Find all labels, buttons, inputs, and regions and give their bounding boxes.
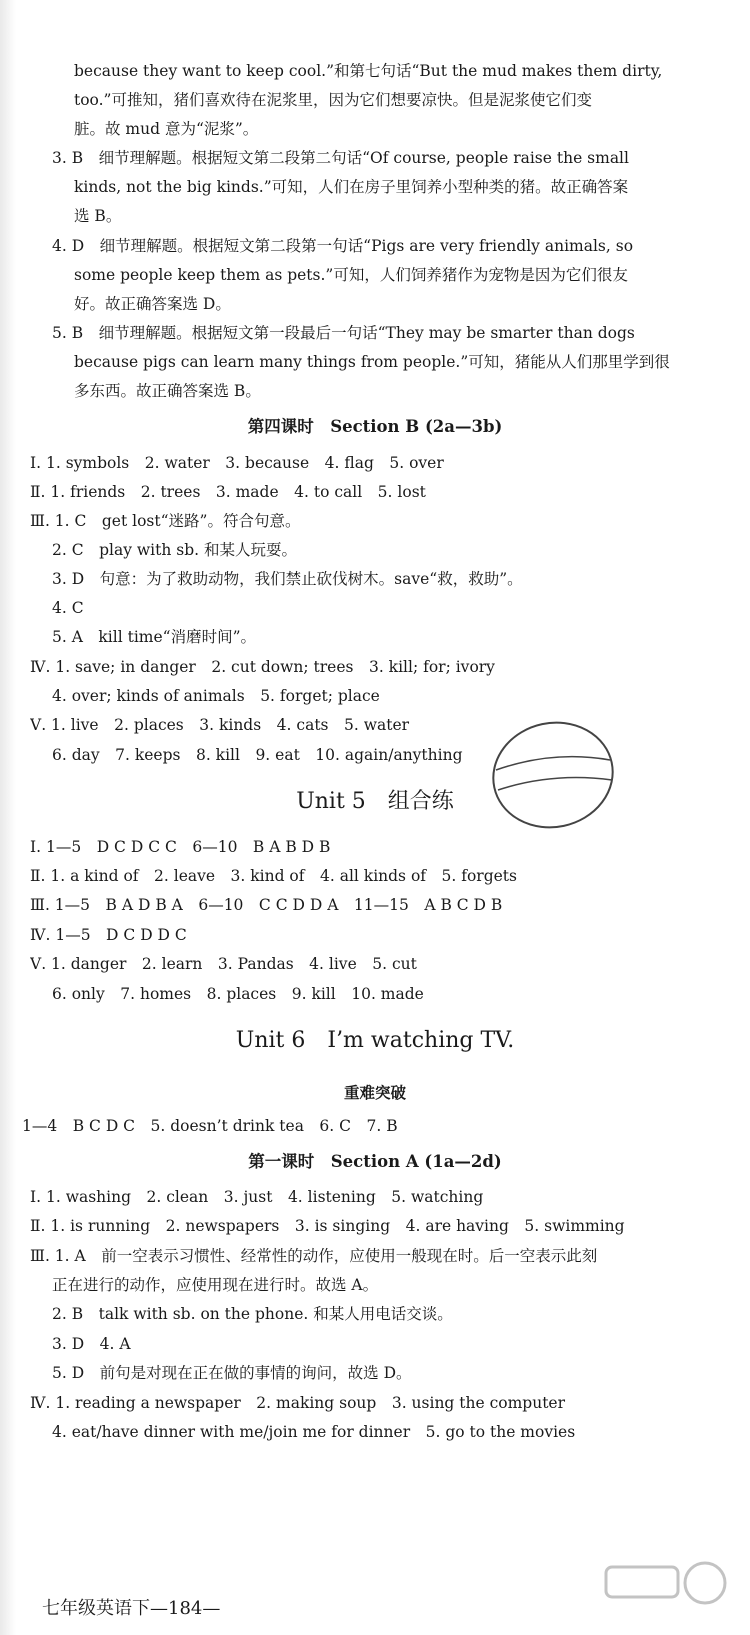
text-line-44: 4. eat/have dinner with me/join me for dinner 5. go to the movies — [52, 1423, 576, 1441]
text-line-18: 3. D 句意：为了救助动物，我们禁止砍伐树木。save“救，救助”。 — [52, 570, 523, 588]
unit-6-title: Unit 6 I’m watching TV. — [235, 1028, 515, 1053]
text-line-16: Ⅲ. 1. C get lost“迷路”。符合句意。 — [30, 512, 301, 530]
text-line-36: Ⅰ. 1. washing 2. clean 3. just 4. listening 5. watching — [30, 1188, 484, 1206]
page-footer: 七年级英语下—184— — [42, 1598, 221, 1619]
text-line-40: 2. B talk with sb. on the phone. 和某人用电话交谈。 — [52, 1305, 453, 1323]
text-line-29: Ⅳ. 1—5 D C D D C — [30, 926, 187, 944]
text-line-41: 3. D 4. A — [52, 1335, 131, 1353]
text-line-2: too.”可推知，猪们喜欢待在泥浆里，因为它们想要凉快。但是泥浆使它们变 — [74, 91, 592, 109]
text-line-14: Ⅰ. 1. symbols 2. water 3. because 4. flag 5. over — [30, 454, 444, 472]
site-watermark-logo — [600, 1555, 730, 1625]
text-line-21: Ⅳ. 1. save; in danger 2. cut down; trees 3. kill; for; ivory — [30, 658, 495, 676]
text-line-3: 脏。故 mud 意为“泥浆”。 — [74, 120, 259, 138]
text-line-17: 2. C play with sb. 和某人玩耍。 — [52, 541, 297, 559]
text-line-31: 6. only 7. homes 8. places 9. kill 10. made — [52, 985, 424, 1003]
text-line-23: Ⅴ. 1. live 2. places 3. kinds 4. cats 5. water — [30, 716, 410, 734]
text-line-8: some people keep them as pets.”可知，人们饲养猪作为宠物是因为它们很友 — [74, 266, 628, 284]
text-line-6: 选 B。 — [74, 207, 122, 225]
text-line-20: 5. A kill time“消磨时间”。 — [52, 628, 257, 646]
text-line-7: 4. D 细节理解题。根据短文第二段第一句话“Pigs are very friendly animals, so — [52, 237, 634, 255]
text-line-9: 好。故正确答案选 D。 — [74, 295, 231, 313]
unit-5-title: Unit 5 组合练 — [296, 789, 454, 814]
text-line-12: 多东西。故正确答案选 B。 — [74, 382, 261, 400]
text-line-27: Ⅱ. 1. a kind of 2. leave 3. kind of 4. all kinds of 5. forgets — [30, 867, 517, 885]
text-line-15: Ⅱ. 1. friends 2. trees 3. made 4. to call 5. lost — [30, 483, 426, 501]
section-heading-lesson-4: 第四课时 Section B (2a—3b) — [247, 417, 503, 436]
text-line-42: 5. D 前句是对现在正在做的事情的询问，故选 D。 — [52, 1364, 412, 1382]
text-line-38: Ⅲ. 1. A 前一空表示习惯性、经常性的动作，应使用一般现在时。后一空表示此刻 — [30, 1247, 598, 1265]
page-edge-shadow — [0, 0, 16, 1635]
text-line-28: Ⅲ. 1—5 B A D B A 6—10 C C D D A 11—15 A B C D B — [30, 896, 503, 914]
section-heading-lesson-1: 第一课时 Section A (1a—2d) — [248, 1152, 502, 1171]
text-line-30: Ⅴ. 1. danger 2. learn 3. Pandas 4. live 5. cut — [30, 955, 417, 973]
text-line-26: Ⅰ. 1—5 D C D C C 6—10 B A B D B — [30, 838, 331, 856]
text-line-4: 3. B 细节理解题。根据短文第二段第二句话“Of course, people raise the small — [52, 149, 629, 167]
text-line-11: because pigs can learn many things from people.”可知，猪能从人们那里学到很 — [74, 353, 670, 371]
text-line-37: Ⅱ. 1. is running 2. newspapers 3. is singing 4. are having 5. swimming — [30, 1217, 625, 1235]
text-line-10: 5. B 细节理解题。根据短文第一段最后一句话“They may be smarter than dogs — [52, 324, 635, 342]
section-heading-key-points: 重难突破 — [343, 1083, 406, 1102]
text-line-43: Ⅳ. 1. reading a newspaper 2. making soup 3. using the computer — [30, 1394, 566, 1412]
text-line-24: 6. day 7. keeps 8. kill 9. eat 10. again/anything — [52, 746, 463, 764]
text-line-5: kinds, not the big kinds.”可知，人们在房子里饲养小型种类的猪。故正确答案 — [74, 178, 629, 196]
text-line-39: 正在进行的动作，应使用现在进行时。故选 A。 — [52, 1276, 379, 1294]
homework-stamp-icon — [488, 710, 618, 840]
text-line-1: because they want to keep cool.”和第七句话“But the mud makes them dirty, — [74, 62, 663, 80]
text-line-34: 1—4 B C D C 5. doesn’t drink tea 6. C 7. B — [22, 1117, 398, 1135]
text-line-19: 4. C — [52, 599, 84, 617]
text-line-22: 4. over; kinds of animals 5. forget; place — [52, 687, 380, 705]
